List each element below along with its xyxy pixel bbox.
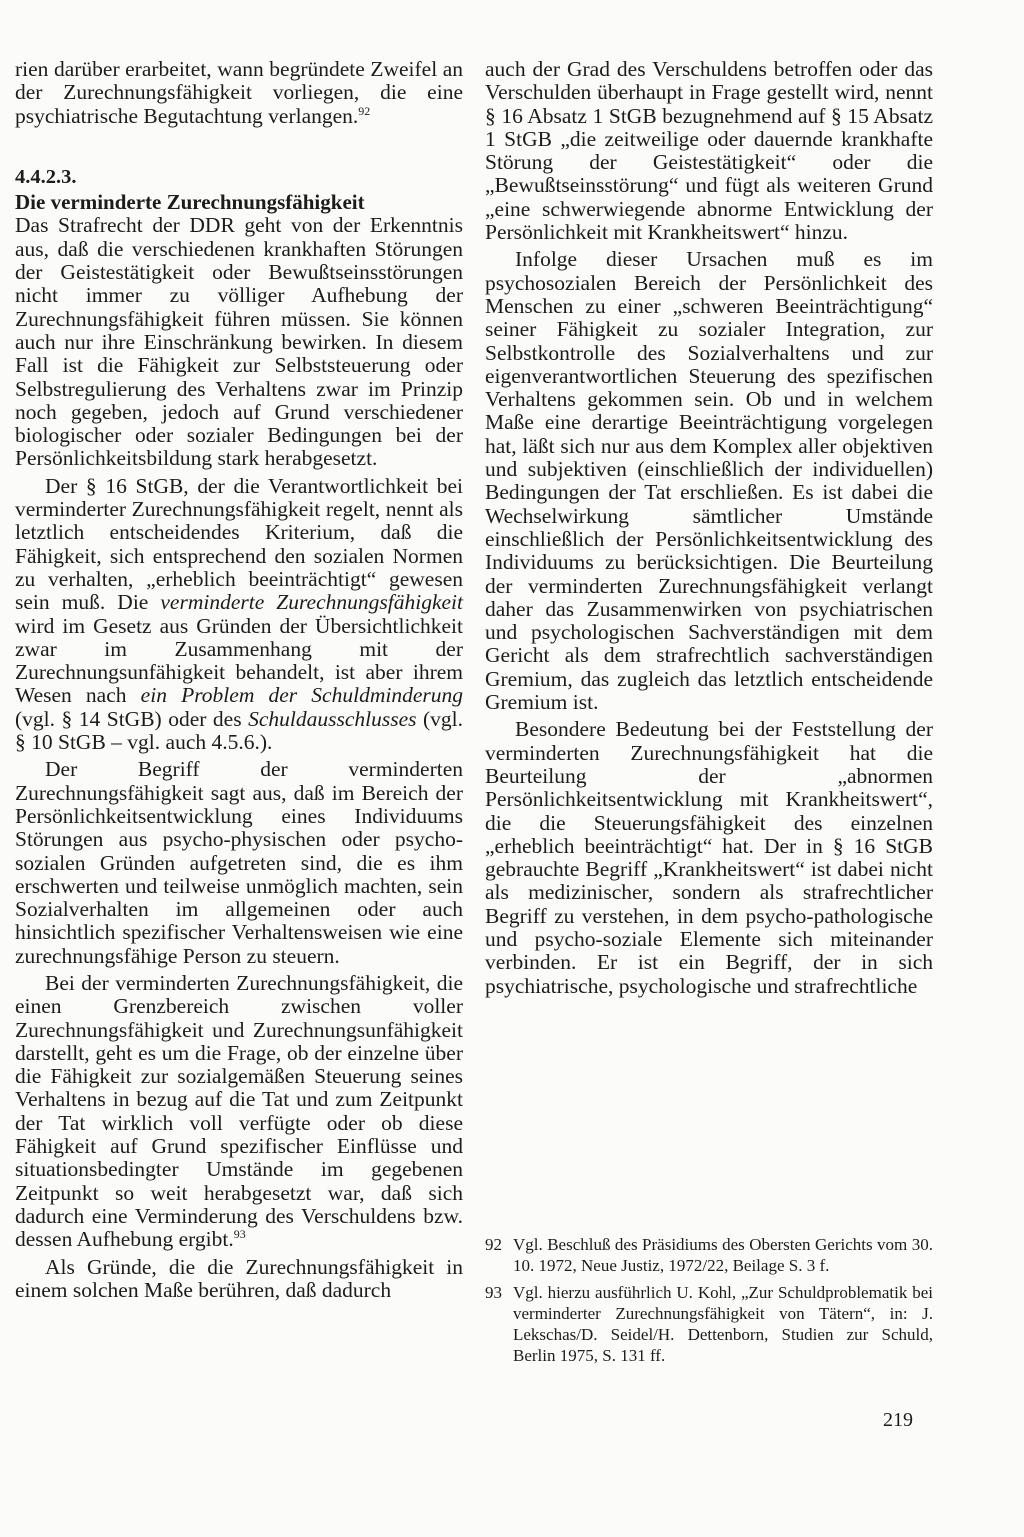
footnote-number: 93	[485, 1283, 502, 1302]
paragraph: Als Gründe, die die Zurechnungsfähigkeit in einem solchen Maße berühren, daß dadurch	[15, 1254, 463, 1302]
paragraph-text: Bei der verminderten Zurechnungsfähigkeit, die einen Grenzbereich zwischen voller Zurechnungsfähigkeit und Zurechnungsunfähigkeit darstellt, geht es um die Frage, ob der einzelne über die Fähigkeit zur sozialgemäßen Steuerung seines Verhaltens in bezug auf die Tat und zum Zeitpunkt der Tat wirklich voll verfügte oder ob diese Fähigkeit auf Grund spezifischer Einflüsse und situationsbedingter Umstände im gegebenen Zeitpunkt so weit herabgesetzt war, daß sich dadurch eine Verminderung des Verschuldens bzw. dessen Aufhebung ergibt.	[15, 970, 463, 1252]
paragraph: Besondere Bedeutung bei der Feststellung der verminderten Zurechnungsfähigkeit hat die Beurteilung der „abnormen Persönlichkeitsentwicklung mit Krankheitswert“, die die Steuerungsfähigkeit des einzelnen „erheblich beeinträchtigt“ hat. Der in § 16 StGB gebrauchte Begriff „Krankheitswert“ ist dabei nicht als medizinischer, sondern als strafrechtlicher Begriff zu verstehen, in dem psycho-pathologische und psycho-soziale Elemente sich miteinander verbinden. Er ist ein Begriff, der in sich psychiatrische, psychologische und strafrechtliche	[485, 717, 933, 998]
footnote	[485, 1234, 933, 1276]
paragraph-text: Der § 16 StGB, der die Verantwortlichkeit bei verminderter Zurechnungsfähigkeit regelt, nennt als letztlich entscheidendes Kriterium, daß die Fähigkeit, sich entsprechend den sozialen Normen zu verhalten, „erheblich beeinträchtigt“ gewesen sein muß. Die	[15, 473, 463, 615]
paragraph-text: wird im Gesetz aus Gründen der Übersichtlichkeit zwar im Zusammenhang mit der Zurechnungsunfähigkeit behandelt, ist aber ihrem Wesen nach	[15, 613, 463, 708]
paragraph-text: (vgl. § 14 StGB) oder des	[15, 706, 249, 731]
emphasis-text: ein Problem der Schuldminderung	[140, 683, 463, 708]
footnote-reference: 92	[358, 103, 371, 118]
paragraph: Infolge dieser Ursachen muß es im psychosozialen Bereich der Persönlichkeit des Menschen zu einer „schweren Beeinträchtigung“ seiner Fähigkeit zu sozialer Integration, zur Selbstkontrolle des Sozialverhaltens und zur eigenverantwortlichen Steuerung des spezifischen Verhaltens gekommen sein. Ob und in welchem Maße eine derartige Beeinträchtigung vorgelegen hat, läßt sich nur aus dem Komplex aller objektiven und subjektiven (einschließlich der individuellen) Bedingungen der Tat erschließen. Es ist dabei die Wechselwirkung sämtlicher Umstände einschließlich der Persönlichkeitsentwicklung des Individuums zu berücksichtigen. Die Beurteilung der verminderten Zurechnungsfähigkeit verlangt daher das Zusammenwirken von psychiatrischen und psychologischen Sachverständigen mit dem Gericht als dem strafrechtlich sachverständigen Gremium, das zugleich das letztlich entscheidende Gremium ist.	[485, 247, 933, 715]
paragraph: Der Begriff der verminderten Zurechnungsfähigkeit sagt aus, daß im Bereich der Persönlichkeitsentwicklung eines Individuums Störungen aus psycho-physischen oder psycho-sozialen Gründen aufgetreten sind, die es ihm erschwerten und teilweise unmöglich machten, sein Sozialverhalten im allgemeinen oder auch hinsichtlich spezifischer Verhaltensweisen wie eine zurechnungsfähige Person zu steuern.	[15, 757, 463, 968]
footnote-number: 92	[485, 1235, 502, 1254]
paragraph	[15, 58, 463, 128]
paragraph: auch der Grad des Verschuldens betroffen oder das Verschulden überhaupt in Frage gestellt wird, nennt § 16 Absatz 1 StGB bezugnehmend auf § 15 Absatz 1 StGB „die zeitweilige oder dauernde krankhafte Störung der Geistestätigkeit“ oder die „Bewußtseinsstörung“ und fügt als weiteren Grund „eine schwerwiegende abnorme Entwicklung der Persönlichkeit mit Krankheitswert“ hinzu.	[485, 57, 933, 245]
footnotes	[485, 1234, 933, 1372]
footnote-text: Vgl. Beschluß des Präsidiums des Obersten Gerichts vom 30. 10. 1972, Neue Justiz, 1972/22, Beilage S. 3 f.	[513, 1235, 933, 1275]
paragraph-text: rien darüber erarbeitet, wann begründete Zweifel an der Zurechnungsfähigkeit vorliegen, die eine psychiatrische Begutachtung verlangen.	[15, 57, 463, 128]
emphasis-text: verminderte Zurechnungsfähigkeit	[160, 590, 463, 615]
paragraph	[15, 972, 463, 1252]
section-number: 4.4.2.3.	[15, 165, 77, 188]
section-title: Die verminderte Zurechnungsfähigkeit	[15, 190, 365, 215]
paragraph	[15, 475, 463, 755]
left-column	[15, 58, 463, 1306]
paragraph-text: (vgl. § 10 StGB – vgl. auch 4.5.6.).	[15, 706, 464, 755]
page-number: 219	[883, 1409, 913, 1431]
paragraph: Das Strafrecht der DDR geht von der Erkenntnis aus, daß die verschiedenen krankhaften Störungen der Geistestätigkeit oder Bewußtseinsstörungen nicht immer zu völliger Aufhebung der Zurechnungsfähigkeit führen müssen. Sie können auch nur ihre Einschränkung bewirken. In diesem Fall ist die Fähigkeit zur Selbststeuerung oder Selbstregulierung des Verhaltens zwar im Prinzip noch gegeben, jedoch auf Grund verschiedener biologischer oder sozialer Bedingungen bei der Persönlichkeitsbildung stark herabgesetzt.	[15, 213, 463, 471]
emphasis-text: Schuldausschlusses	[248, 706, 417, 731]
footnote-reference: 93	[233, 1227, 246, 1242]
footnote	[485, 1282, 933, 1366]
right-column	[485, 58, 933, 1002]
footnote-text: Vgl. hierzu ausführlich U. Kohl, „Zur Schuldproblematik bei verminderter Zurechnungsfähigkeit von Tätern“, in: J. Lekschas/D. Seidel/H. Dettenborn, Studien zur Schuld, Berlin 1975, S. 131 ff.	[513, 1283, 933, 1365]
